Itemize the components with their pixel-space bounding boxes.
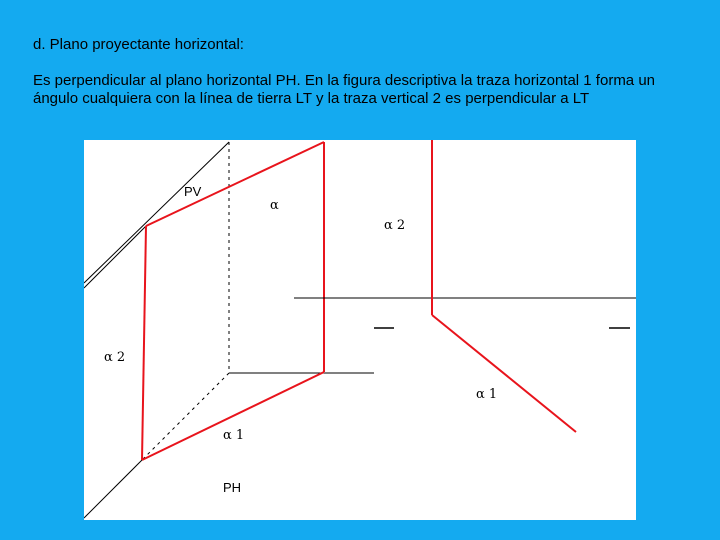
- description-text: Es perpendicular al plano horizontal PH. En la figura descriptiva la traza horizontal 1 forma un ángulo cualquiera con la línea de tierra LT y la traza vertical 2 es perpendicular a LT: [33, 72, 656, 107]
- descriptive-geometry-figure: [84, 140, 636, 520]
- label-alpha: α: [270, 198, 279, 213]
- plane-top-edge: [84, 226, 146, 288]
- trace-alpha1-iso: [142, 372, 324, 460]
- ph-front-edge: [142, 373, 229, 460]
- section-heading: d. Plano proyectante horizontal:: [33, 36, 244, 53]
- trace-alpha2-iso: [142, 226, 146, 460]
- trace-alpha1-proj: [432, 315, 576, 432]
- label-alpha1-proj: α 1: [476, 387, 498, 402]
- figure-drawing: [84, 140, 636, 520]
- ph-depth-edge: [84, 460, 142, 518]
- pv-top-edge: [84, 142, 229, 283]
- plane-alpha-top-trace: [146, 142, 324, 226]
- label-pv: PV: [184, 184, 202, 199]
- label-ph: PH: [223, 480, 242, 495]
- label-alpha2-iso: α 2: [104, 350, 126, 365]
- label-alpha2-proj: α 2: [384, 218, 406, 233]
- label-alpha1-iso: α 1: [223, 428, 245, 443]
